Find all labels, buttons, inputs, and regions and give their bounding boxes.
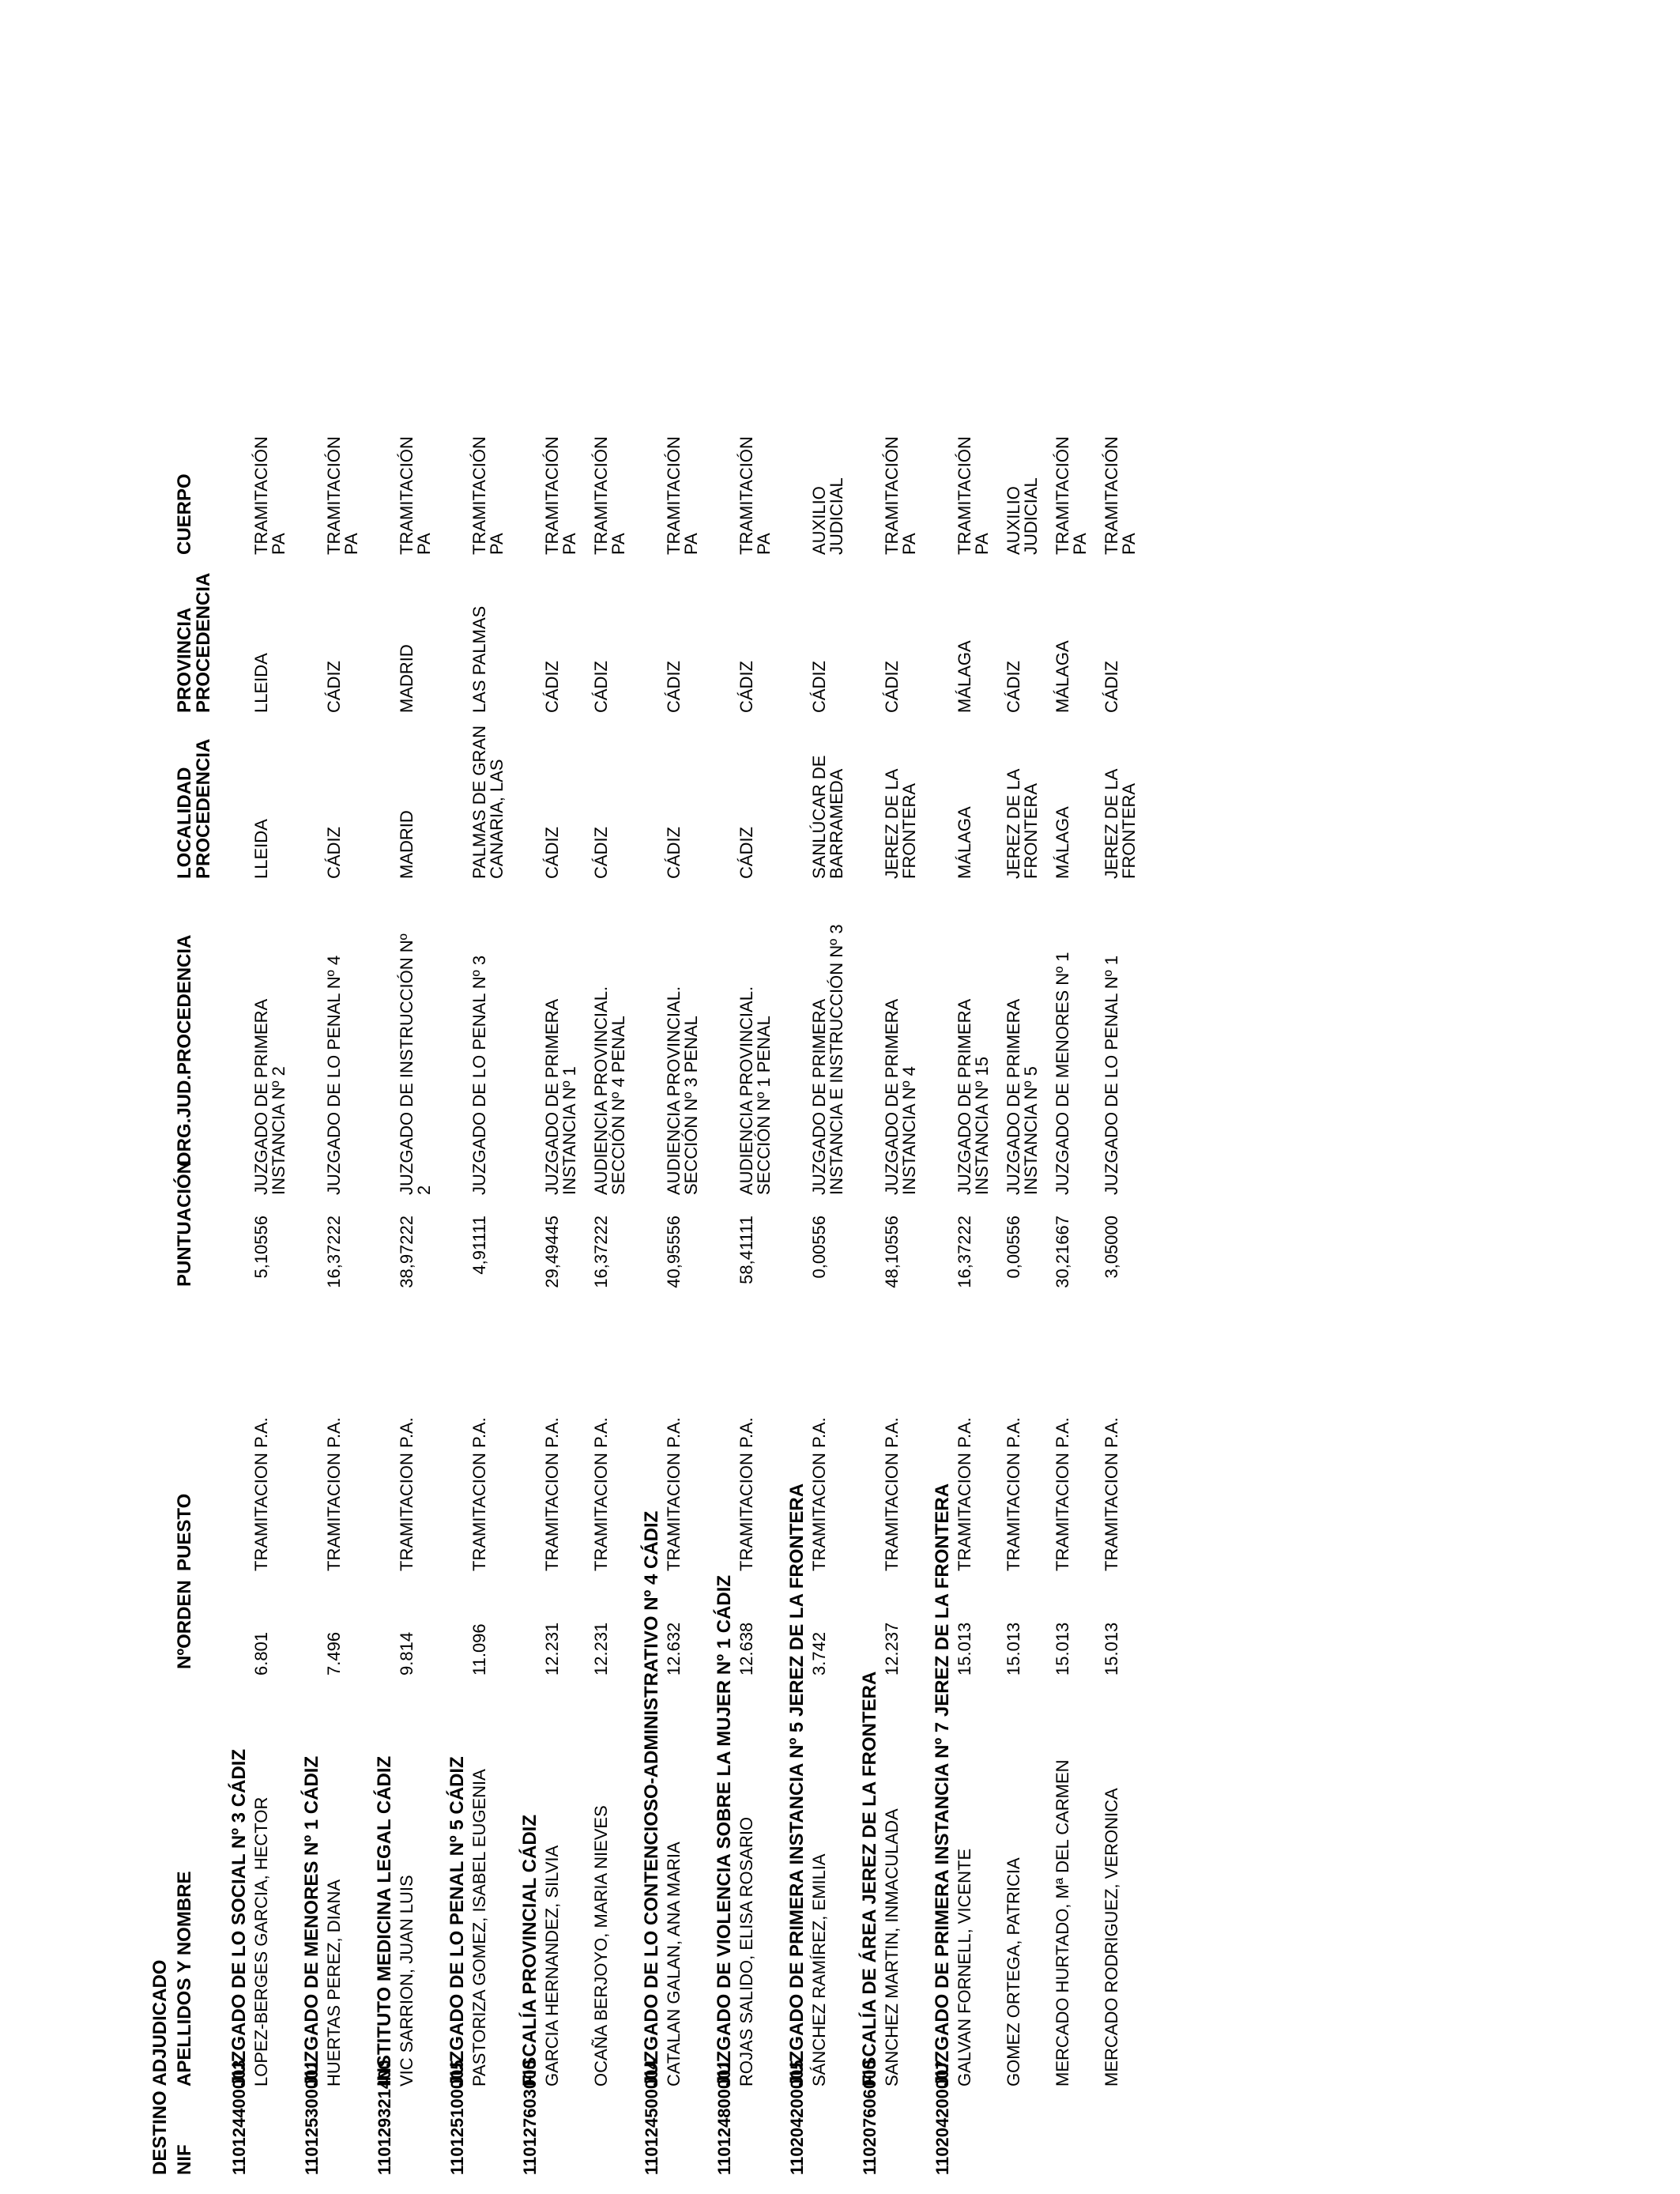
cell-orden: 11.096	[469, 1623, 489, 1676]
cell-puesto: TRAMITACION P.A.	[955, 1417, 974, 1571]
header-organo: ORG.JUD.PROCEDENCIA	[174, 934, 195, 1167]
cell-organo: JUZGADO DE LO PENAL Nº 1	[1102, 955, 1121, 1195]
group-header	[447, 25, 471, 2175]
cell-organo: AUDIENCIA PROVINCIAL. SECCIÓN Nº 1 PENAL	[736, 986, 774, 1195]
table-row	[811, 25, 849, 2175]
table-row	[665, 25, 703, 2175]
group-header	[229, 25, 253, 2175]
group-nif: 110124800001	[714, 2060, 734, 2175]
cell-organo: JUZGADO DE PRIMERA INSTANCIA Nº 2	[251, 998, 288, 1195]
header-orden: NºORDEN	[174, 1580, 195, 1669]
cell-organo: JUZGADO DE PRIMERA INSTANCIA Nº 15	[955, 998, 992, 1195]
cell-provincia: CÁDIZ	[882, 661, 902, 713]
cell-organo: JUZGADO DE INSTRUCCIÓN Nº 2	[397, 933, 434, 1195]
header-provincia: PROVINCIA PROCEDENCIA	[174, 572, 214, 713]
table-row	[471, 25, 509, 2175]
cell-orden: 3.742	[809, 1631, 829, 1676]
table-row	[593, 25, 631, 2175]
cell-puesto: TRAMITACION P.A.	[1102, 1417, 1121, 1571]
group-header	[932, 25, 956, 2175]
cell-cuerpo: TRAMITACIÓN PA	[324, 436, 361, 555]
cell-organo: JUZGADO DE PRIMERA INSTANCIA E INSTRUCCIÓN Nº 3	[809, 924, 846, 1195]
cell-provincia: LAS PALMAS	[469, 605, 489, 713]
group-header	[520, 25, 544, 2175]
cell-cuerpo: TRAMITACIÓN PA	[955, 436, 992, 555]
cell-puntuacion: 29,49445	[542, 1216, 562, 1288]
table-row	[398, 25, 436, 2175]
document-title: DESTINO ADJUDICADO	[149, 1959, 171, 2175]
header-puntuacion: PUNTUACIÓN	[174, 1160, 195, 1287]
header-nombre: APELLIDOS Y NOMBRE	[174, 1871, 195, 2087]
cell-puesto: TRAMITACION P.A.	[591, 1417, 611, 1571]
group-nif: 110207606000	[860, 2060, 880, 2175]
cell-organo: JUZGADO DE MENORES Nº 1	[1053, 952, 1072, 1195]
cell-puntuacion: 48,10556	[882, 1216, 902, 1288]
cell-orden: 9.814	[397, 1631, 416, 1676]
cell-orden: 15.013	[955, 1622, 974, 1676]
cell-puesto: TRAMITACION P.A.	[664, 1417, 684, 1571]
group-nif: 110124500004	[642, 2060, 661, 2175]
cell-orden: 15.013	[1004, 1622, 1023, 1676]
cell-cuerpo: TRAMITACIÓN PA	[882, 436, 919, 555]
header-localidad: LOCALIDAD PROCEDENCIA	[174, 738, 214, 879]
group-nif: 110204200005	[787, 2060, 807, 2175]
header-puesto: PUESTO	[174, 1493, 195, 1571]
cell-puesto: TRAMITACION P.A.	[397, 1417, 416, 1571]
group-destino: JUZGADO DE LO CONTENCIOSO-ADMINISTRATIVO Nº 4 CÁDIZ	[641, 1510, 662, 2087]
cell-nombre: PASTORIZA GOMEZ, ISABEL EUGENIA	[469, 1769, 489, 2087]
cell-puntuacion: 38,97222	[397, 1216, 416, 1288]
group-nif: 110129321400	[375, 2060, 394, 2175]
cell-puesto: TRAMITACION P.A.	[469, 1417, 489, 1571]
cell-puntuacion: 30,21667	[1053, 1216, 1072, 1288]
cell-nombre: HUERTAS PEREZ, DIANA	[324, 1879, 344, 2087]
table-row	[1054, 25, 1092, 2175]
cell-puesto: TRAMITACION P.A.	[251, 1417, 271, 1571]
cell-organo: AUDIENCIA PROVINCIAL. SECCIÓN Nº 4 PENAL	[591, 986, 628, 1195]
cell-provincia: CÁDIZ	[1004, 661, 1023, 713]
cell-puntuacion: 58,41111	[736, 1216, 756, 1284]
cell-organo: JUZGADO DE PRIMERA INSTANCIA Nº 5	[1004, 998, 1041, 1195]
group-destino: JUZGADO DE PRIMERA INSTANCIA Nº 7 JEREZ DE LA FRONTERA	[932, 1483, 953, 2087]
cell-nombre: VIC SARRION, JUAN LUIS	[397, 1875, 416, 2087]
cell-localidad: MÁLAGA	[955, 806, 974, 879]
cell-orden: 12.237	[882, 1622, 902, 1676]
cell-nombre: SANCHEZ MARTIN, INMACULADA	[882, 1808, 902, 2087]
group-nif: 110125100005	[447, 2060, 467, 2175]
cell-orden: 12.231	[591, 1622, 611, 1676]
header-nif: NIF	[174, 2144, 195, 2175]
cell-provincia: MADRID	[397, 644, 416, 713]
group-destino: JUZGADO DE LO SOCIAL Nº 3 CÁDIZ	[228, 1748, 250, 2087]
cell-provincia: LLEIDA	[251, 653, 271, 713]
cell-provincia: CÁDIZ	[1102, 661, 1121, 713]
cell-cuerpo: TRAMITACIÓN PA	[251, 436, 288, 555]
cell-organo: AUDIENCIA PROVINCIAL. SECCIÓN Nº 3 PENAL	[664, 986, 701, 1195]
group-destino: FISCALÍA DE ÁREA JEREZ DE LA FRONTERA	[859, 1671, 880, 2087]
cell-localidad: JEREZ DE LA FRONTERA	[882, 768, 919, 879]
cell-provincia: CÁDIZ	[591, 661, 611, 713]
cell-organo: JUZGADO DE PRIMERA INSTANCIA Nº 4	[882, 998, 919, 1195]
document-content	[150, 25, 1152, 2175]
cell-provincia: MÁLAGA	[1053, 640, 1072, 713]
cell-cuerpo: TRAMITACIÓN PA	[542, 436, 579, 555]
group-destino: INSTITUTO MEDICINA LEGAL CÁDIZ	[374, 1755, 395, 2087]
cell-localidad: CÁDIZ	[542, 827, 562, 879]
table-row	[738, 25, 776, 2175]
cell-cuerpo: TRAMITACIÓN PA	[664, 436, 701, 555]
cell-orden: 12.231	[542, 1622, 562, 1676]
group-header	[714, 25, 738, 2175]
header-cuerpo: CUERPO	[174, 473, 195, 555]
cell-puntuacion: 3,05000	[1102, 1216, 1121, 1279]
cell-cuerpo: AUXILIO JUDICIAL	[809, 477, 846, 555]
cell-localidad: JEREZ DE LA FRONTERA	[1004, 768, 1041, 879]
column-headers	[175, 25, 223, 2175]
cell-puntuacion: 5,10556	[251, 1216, 271, 1279]
cell-cuerpo: TRAMITACIÓN PA	[469, 436, 507, 555]
cell-localidad: MÁLAGA	[1053, 806, 1072, 879]
cell-localidad: MADRID	[397, 810, 416, 879]
cell-orden: 7.496	[324, 1631, 344, 1676]
cell-nombre: MERCADO RODRIGUEZ, VERONICA	[1102, 1788, 1121, 2087]
cell-localidad: LLEIDA	[251, 819, 271, 879]
group-header	[642, 25, 665, 2175]
cell-organo: JUZGADO DE PRIMERA INSTANCIA Nº 1	[542, 998, 579, 1195]
cell-cuerpo: TRAMITACIÓN PA	[1053, 436, 1090, 555]
cell-provincia: CÁDIZ	[809, 661, 829, 713]
cell-puntuacion: 16,37222	[955, 1216, 974, 1288]
cell-nombre: GARCIA HERNANDEZ, SILVIA	[542, 1845, 562, 2087]
table-row	[326, 25, 363, 2175]
group-nif: 110125300001	[302, 2060, 322, 2175]
cell-nombre: GALVAN FORNELL, VICENTE	[955, 1848, 974, 2087]
cell-localidad: CÁDIZ	[591, 827, 611, 879]
cell-puesto: TRAMITACION P.A.	[736, 1417, 756, 1571]
group-header	[375, 25, 398, 2175]
cell-puesto: TRAMITACION P.A.	[1053, 1417, 1072, 1571]
cell-nombre: GOMEZ ORTEGA, PATRICIA	[1004, 1857, 1023, 2087]
cell-puntuacion: 0,00556	[1004, 1216, 1023, 1279]
cell-puntuacion: 0,00556	[809, 1216, 829, 1279]
table-row	[544, 25, 582, 2175]
group-header	[860, 25, 883, 2175]
table-row	[883, 25, 921, 2175]
group-destino: JUZGADO DE VIOLENCIA SOBRE LA MUJER Nº 1 CÁDIZ	[714, 1574, 735, 2087]
cell-cuerpo: TRAMITACIÓN PA	[591, 436, 628, 555]
cell-organo: JUZGADO DE LO PENAL Nº 4	[324, 955, 344, 1195]
table-row	[253, 25, 291, 2175]
cell-orden: 15.013	[1053, 1622, 1072, 1676]
table-body	[229, 25, 1141, 2175]
cell-puntuacion: 16,37222	[324, 1216, 344, 1288]
group-header	[787, 25, 811, 2175]
cell-puesto: TRAMITACION P.A.	[809, 1417, 829, 1571]
cell-cuerpo: TRAMITACIÓN PA	[736, 436, 774, 555]
table-row	[956, 25, 994, 2175]
group-destino: JUZGADO DE PRIMERA INSTANCIA Nº 5 JEREZ DE LA FRONTERA	[786, 1483, 808, 2087]
group-nif: 110124400003	[229, 2060, 249, 2175]
cell-cuerpo: TRAMITACIÓN PA	[397, 436, 434, 555]
cell-provincia: CÁDIZ	[542, 661, 562, 713]
cell-localidad: CÁDIZ	[324, 827, 344, 879]
cell-nombre: LOPEZ-BERGES GARCIA, HECTOR	[251, 1796, 271, 2087]
cell-puntuacion: 40,95556	[664, 1216, 684, 1288]
cell-organo: JUZGADO DE LO PENAL Nº 3	[469, 955, 489, 1195]
group-header	[302, 25, 326, 2175]
group-destino: FISCALÍA PROVINCIAL CÁDIZ	[519, 1814, 541, 2087]
group-nif: 110127603000	[520, 2060, 540, 2175]
cell-nombre: MERCADO HURTADO, Mª DEL CARMEN	[1053, 1759, 1072, 2087]
cell-provincia: MÁLAGA	[955, 640, 974, 713]
group-nif: 110204200007	[932, 2060, 952, 2175]
cell-cuerpo: TRAMITACIÓN PA	[1102, 436, 1139, 555]
table-row	[1005, 25, 1043, 2175]
cell-puesto: TRAMITACION P.A.	[1004, 1417, 1023, 1571]
cell-puntuacion: 4,91111	[469, 1216, 489, 1275]
cell-provincia: CÁDIZ	[664, 661, 684, 713]
cell-provincia: CÁDIZ	[736, 661, 756, 713]
cell-nombre: ROJAS SALIDO, ELISA ROSARIO	[736, 1816, 756, 2087]
cell-localidad: CÁDIZ	[736, 827, 756, 879]
group-destino: JUZGADO DE MENORES Nº 1 CÁDIZ	[301, 1755, 322, 2087]
cell-localidad: SANLÚCAR DE BARRAMEDA	[809, 755, 846, 879]
cell-provincia: CÁDIZ	[324, 661, 344, 713]
cell-nombre: SÁNCHEZ RAMÍREZ, EMILIA	[809, 1853, 829, 2087]
cell-localidad: JEREZ DE LA FRONTERA	[1102, 768, 1139, 879]
cell-puesto: TRAMITACION P.A.	[324, 1417, 344, 1571]
cell-puesto: TRAMITACION P.A.	[542, 1417, 562, 1571]
cell-puesto: TRAMITACION P.A.	[882, 1417, 902, 1571]
cell-nombre: OCAÑA BERJOYO, MARIA NIEVES	[591, 1805, 611, 2087]
group-destino: JUZGADO DE LO PENAL Nº 5 CÁDIZ	[446, 1756, 468, 2087]
cell-localidad: CÁDIZ	[664, 827, 684, 879]
cell-nombre: CATALAN GALAN, ANA MARIA	[664, 1842, 684, 2087]
cell-puntuacion: 16,37222	[591, 1216, 611, 1288]
cell-orden: 12.638	[736, 1622, 756, 1676]
cell-orden: 6.801	[251, 1631, 271, 1676]
cell-orden: 15.013	[1102, 1622, 1121, 1676]
cell-localidad: PALMAS DE GRAN CANARIA, LAS	[469, 726, 507, 879]
cell-orden: 12.632	[664, 1622, 684, 1676]
cell-cuerpo: AUXILIO JUDICIAL	[1004, 477, 1041, 555]
table-row	[1103, 25, 1141, 2175]
